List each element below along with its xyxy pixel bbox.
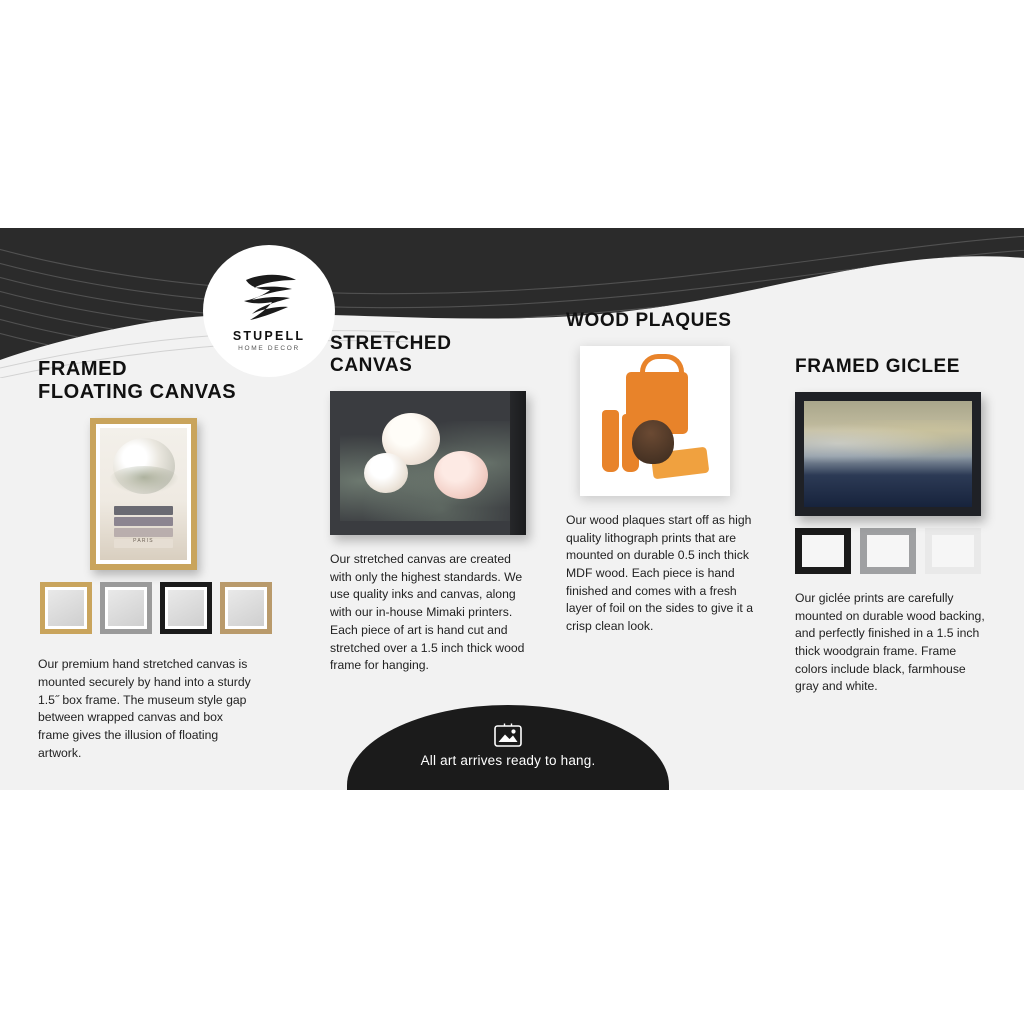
section-title-line2: CANVAS xyxy=(330,355,413,377)
giclee-frame-samples xyxy=(795,528,991,574)
section-title-wood-plaques xyxy=(566,310,762,332)
section-title-line1: FRAMED xyxy=(38,358,128,380)
section-title-line1: WOOD PLAQUES xyxy=(566,310,732,331)
brand-name: STUPELL xyxy=(232,329,306,343)
stacked-books xyxy=(114,504,173,550)
canvas-side-edge xyxy=(510,391,526,535)
wood-plaque-artwork xyxy=(580,346,730,496)
section-stretched-canvas xyxy=(330,333,530,675)
foliage-shape xyxy=(109,466,179,494)
section-body-stretched-canvas: Our stretched canvas are created with only the highest standards. We use quality inks and canvas, along with our in-house Mimaki printers. Each piece of art is hand cut and stretched over a 1.5 inch thick wood frame for hanging. xyxy=(330,552,525,673)
section-title-framed-giclee xyxy=(795,356,991,378)
brand-logo-badge xyxy=(203,245,335,377)
frame-color-swatches xyxy=(40,582,288,634)
swoosh-s-logo-icon xyxy=(238,270,300,327)
section-body-wood-plaques: Our wood plaques start off as high quality lithograph prints that are mounted on durable 0.5 inch thick MDF wood. Each piece is hand finished and comes with a fresh layer of foil on the sides to give it a crisp clean look. xyxy=(566,513,753,634)
gray-frame-swatch[interactable] xyxy=(100,582,152,634)
section-wood-plaques xyxy=(566,310,762,636)
tan-frame-swatch[interactable] xyxy=(220,582,272,634)
book-spine-label: PARIS xyxy=(133,538,154,545)
picture-frame-icon xyxy=(347,721,669,749)
section-body-framed-giclee: Our giclée prints are carefully mounted on durable wood backing, and perfectly finished in a 1.5 inch thick woodgrain frame. Frame colors include black, farmhouse gray and white. xyxy=(795,591,985,694)
section-title-line2: FLOATING CANVAS xyxy=(38,381,237,404)
black-frame-sample[interactable] xyxy=(795,528,851,574)
ready-to-hang-text: All art arrives ready to hang. xyxy=(420,753,596,768)
section-body-framed-floating-canvas: Our premium hand stretched canvas is mounted securely by hand into a sturdy 1.5˝ box frame. The museum style gap between wrapped canvas and box frame gives the illusion of floating artwork. xyxy=(38,657,251,760)
black-frame-swatch[interactable] xyxy=(160,582,212,634)
gold-floating-frame xyxy=(90,418,197,570)
section-framed-giclee xyxy=(795,356,991,696)
infographic-band xyxy=(0,228,1024,790)
framed-giclee-artwork xyxy=(795,392,981,516)
yorkie-dog xyxy=(632,420,674,464)
section-title-line1: FRAMED GICLEE xyxy=(795,356,961,377)
section-title-line1: STRETCHED xyxy=(330,333,452,354)
white-frame-sample[interactable] xyxy=(925,528,981,574)
section-title-stretched-canvas xyxy=(330,333,530,377)
framed-floating-canvas-artwork xyxy=(90,418,288,570)
orange-boot-left xyxy=(602,410,619,472)
gray-frame-sample[interactable] xyxy=(860,528,916,574)
section-framed-floating-canvas xyxy=(38,358,288,763)
stretched-canvas-artwork xyxy=(330,391,526,535)
brand-subtitle: HOME DECOR xyxy=(238,345,300,352)
ready-to-hang-banner xyxy=(347,705,669,790)
gold-frame-swatch[interactable] xyxy=(40,582,92,634)
